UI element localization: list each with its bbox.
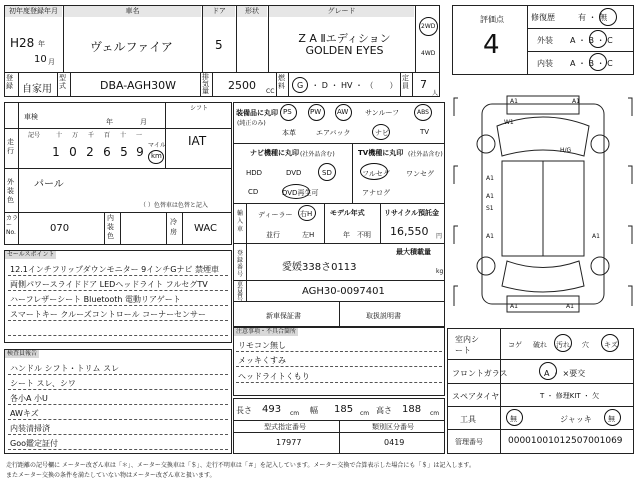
sales-line: 12.1インチフリップダウンモニター 9インチGナビ 禁煙車 [10, 265, 219, 274]
import-col [246, 203, 247, 243]
width-unit: cm [360, 410, 370, 417]
drive-4wd: 4WD [421, 50, 436, 57]
jack-value: 無 [608, 415, 615, 423]
door-count: 5 [215, 38, 223, 52]
chassis-label: 車台番号 [237, 281, 244, 303]
inspector-line: 各小A 小U [10, 394, 48, 403]
header-col-5 [415, 5, 416, 72]
displacement-value: 2500 [228, 79, 256, 92]
vehicle-col-6 [182, 212, 183, 245]
car-damage-diagram [452, 86, 634, 321]
diagram-mark: A1 [510, 98, 518, 105]
inspection-label: 車検 [24, 113, 38, 121]
equip-abs: ABS [417, 109, 429, 116]
inspector-line: AWキズ [10, 409, 39, 418]
seat-option-yogore: 汚れ [556, 341, 570, 349]
rear-window [502, 261, 584, 292]
height-label: 高さ [376, 406, 392, 415]
equip-pw: PW [310, 108, 322, 116]
wheel-rr [591, 257, 609, 275]
notes-rule [236, 382, 442, 383]
rp-row-2 [447, 383, 634, 384]
tools-value: 無 [510, 415, 517, 423]
exterior-options: A ・ B ・ C [570, 36, 613, 45]
mileage-digit: 6 [103, 145, 111, 159]
seat-option-koge: コゲ [508, 341, 522, 349]
tv-oneseg: ワンセグ [406, 170, 434, 178]
equip-row-1 [233, 143, 445, 144]
wheel-fr [591, 135, 609, 153]
mileage-digit: 0 [69, 145, 77, 159]
inspector-rule [8, 389, 228, 390]
mileage-unit-man: 万 [72, 132, 79, 139]
mileage-unit: km [151, 152, 162, 160]
sales-rule [8, 305, 228, 306]
mileage-digit: 5 [120, 145, 128, 159]
reg-type-label: 登録 [6, 74, 13, 90]
height-unit: cm [430, 410, 440, 417]
length-value: 493 [262, 404, 282, 415]
length-label: 長さ [236, 406, 252, 415]
exterior-label: 外装 [537, 36, 553, 45]
model-name: ヴェルファイア [90, 40, 173, 54]
doors-header: ドア [203, 6, 235, 17]
max-load-unit: kg [436, 268, 444, 275]
first-reg-month-unit: 月 [48, 58, 55, 66]
inspector-line: Goo鑑定証付 [10, 439, 58, 448]
vehicle-col-3 [104, 212, 105, 245]
equip-sunroof: サンルーフ [365, 109, 400, 117]
mileage-unit-juman: 十 [56, 132, 63, 139]
mileage-unit-mile: マイル [148, 142, 166, 149]
mileage-unit-kigou: 記号 [28, 132, 41, 139]
vehicle-col-1 [18, 102, 19, 245]
first-reg-header: 初年度登録年月 [5, 6, 62, 17]
length-unit: cm [290, 410, 300, 417]
notes-rule [236, 366, 442, 367]
displacement-unit: CC [266, 88, 275, 95]
import-dealer: ディーラー [258, 211, 293, 219]
rp-row-1 [447, 359, 634, 360]
tv-title: TV機種に丸印 [358, 149, 404, 157]
plate-col [246, 243, 247, 301]
vehicle-col-2 [165, 102, 166, 168]
sales-line: ハーフレザーシート Bluetooth 電動リアゲート [10, 295, 181, 304]
sales-rule [8, 275, 228, 276]
capacity-label: 定員 [402, 74, 409, 90]
notes-line: メッキくすみ [238, 356, 286, 365]
recycle-label: リサイクル預託金 [384, 209, 440, 217]
diagram-mark: W1 [504, 119, 514, 126]
equip-navi: ナビ [375, 129, 389, 137]
dimensions-col [339, 420, 340, 454]
equip-airbag: エアバック [316, 129, 351, 137]
tools-label: 工具 [460, 415, 476, 424]
sales-rule [8, 320, 228, 321]
sales-line: 両側パワースライドドア LEDヘッドライト フルセグTV [10, 280, 208, 289]
inspector-line: シート スレ、シワ [10, 379, 76, 388]
diagram-mark: A1 [572, 98, 580, 105]
mileage-unit-hyaku: 百 [104, 132, 111, 139]
color-label: 外装色 [7, 178, 14, 204]
notes-rule [236, 351, 442, 352]
max-load-label: 最大積載量 [396, 248, 431, 256]
right-brackets [628, 98, 632, 306]
equipment-title-sub: (純正のみ) [237, 120, 266, 127]
row2-col-7 [288, 72, 289, 97]
capacity-value: 7 [420, 78, 427, 91]
inspector-rule [8, 449, 228, 450]
row2-col-5 [212, 72, 213, 97]
reg-type: 自家用 [22, 84, 52, 95]
shift-value: IAT [188, 134, 207, 148]
vehicle-col-5 [166, 212, 167, 245]
nav-cd: CD [248, 188, 259, 196]
score-divider [527, 5, 528, 75]
nav-sub: (社外品含む) [300, 151, 335, 158]
footer-line-2: またメーター交換の条件を満たしていない物はメーター改ざん車と扱います。 [6, 472, 216, 479]
fuel-label: 燃料 [278, 74, 285, 90]
chassis-value: AGH30-0097401 [302, 286, 385, 297]
inspector-line: ハンドル シフト・トリム スレ [10, 364, 120, 373]
inspector-rule [8, 419, 228, 420]
first-reg-month: 10 [34, 54, 47, 65]
footer-line-1: 走行距離の記号欄に メーター改ざん車は「＊」、メーター交換車は「＄」、走行不明車は「＃」を記入しています。メーター交換で合算表示した場合にも「＄」は記入します。 [6, 462, 475, 469]
equipment-title: 装備品に丸印 [236, 109, 278, 117]
sales-line: スマートキー クルーズコントロール コーナーセンサー [10, 310, 206, 319]
notes-title: 注意事項・不具合箇所 [236, 328, 297, 335]
mgmt-number: 00001001012507001069 [508, 436, 623, 446]
equip-leather: 本革 [282, 129, 296, 137]
row2-col-3 [70, 72, 71, 97]
left-brackets [454, 98, 458, 306]
score-row-2 [527, 51, 634, 52]
type-label: 型式 [59, 74, 66, 90]
width-value: 185 [334, 404, 354, 415]
inspection-month-unit: 月 [140, 118, 147, 126]
equip-mid [352, 143, 353, 203]
diagram-mark: A1 [510, 303, 518, 310]
notes-line: ヘッドライトくもり [238, 372, 310, 381]
inspector-line: 内装清掃済 [10, 424, 50, 433]
wheel-fl [477, 135, 495, 153]
seat-option-kizu: キズ [604, 341, 618, 349]
seat-option-ana: 穴 [582, 341, 589, 349]
row2-col-2 [57, 72, 58, 97]
vehicle-col-4 [120, 212, 121, 245]
grade-value: Z A Ⅱエディション GOLDEN EYES [298, 32, 391, 57]
height-value: 188 [402, 404, 422, 415]
diagram-mark: A1 [566, 303, 574, 310]
diagram-mark: A1 [592, 233, 600, 240]
interior-b-circle [589, 53, 607, 71]
type-value: DBA-AGH30W [100, 79, 177, 92]
recycle-unit: 円 [436, 233, 443, 240]
spare-options: T ・ 修理KIT ・ 欠 [540, 392, 600, 400]
tv-sub: (社外品含む) [408, 151, 443, 158]
body-style-header: 形状 [237, 6, 267, 17]
equip-row-4 [233, 280, 445, 281]
model-name-header: 車名 [64, 6, 201, 17]
plate-value: 愛媛338さ0113 [282, 262, 357, 273]
rp-row-4 [447, 429, 634, 430]
notes-line: リモコン無し [238, 341, 286, 350]
class-value: 0419 [384, 438, 405, 447]
diagram-mark: A1 [486, 193, 494, 200]
recycle-value: 16,550 [390, 225, 429, 238]
mgmt-label: 管理番号 [455, 438, 483, 446]
tv-analog: アナログ [362, 189, 390, 197]
color-code-label: カラーNo. [6, 215, 19, 236]
row2-col-4 [200, 72, 201, 97]
vehicle-row-1 [4, 128, 232, 129]
vehicle-row-3 [4, 212, 232, 213]
sales-rule [8, 290, 228, 291]
score-label: 評価点 [480, 15, 504, 24]
mileage-digit: 1 [52, 145, 60, 159]
aircon-value: WAC [194, 223, 217, 234]
fuel-options: G ・ D ・ HV ・ （ ） [297, 81, 398, 90]
inspector-title: 検査員報告 [7, 350, 38, 357]
row2-col-9 [412, 72, 413, 97]
row2-col-6 [276, 72, 277, 97]
class-label: 類別区分番号 [372, 423, 414, 431]
first-reg-era: H28 [10, 36, 35, 50]
inspector-rule [8, 374, 228, 375]
new-warranty: 新車保証書 [266, 312, 301, 320]
shift-label: シフト [190, 105, 209, 112]
row2-col-1 [18, 72, 19, 97]
row2-col-8 [400, 72, 401, 97]
color-code: 070 [50, 223, 70, 234]
plate-label: 登録番号 [237, 250, 244, 278]
seat-label: 室内シート [455, 335, 479, 355]
repair-none-circle [599, 8, 617, 26]
model-cert-label: 型式指定番号 [264, 423, 306, 431]
model-cert-value: 17977 [276, 438, 302, 447]
equip-row-3 [233, 243, 445, 244]
score-row-1 [527, 28, 634, 29]
diagram-mark: S1 [486, 205, 494, 212]
jack-label: ジャッキ [560, 415, 592, 424]
spare-label: スペアタイヤ [452, 392, 500, 401]
windshield-options: A ・ ×要交 [544, 369, 586, 378]
drive-2wd: 2WD [421, 23, 436, 30]
inspector-rule [8, 434, 228, 435]
nav-dvd: DVD [286, 169, 302, 177]
equip-row-2 [233, 203, 445, 204]
import-col-3 [380, 203, 381, 243]
diagram-mark: H/G [560, 147, 572, 154]
seat-option-yabure: 破れ [533, 341, 547, 349]
vehicle-row-2 [4, 168, 232, 169]
inspection-year-unit: 年 [106, 118, 113, 126]
nav-dvd-play: DVD再生可 [282, 189, 319, 197]
equip-tv: TV [420, 128, 430, 136]
capacity-unit: 人 [432, 90, 439, 97]
import-col-2 [324, 203, 325, 243]
color-value: パール [34, 179, 64, 190]
interior-score-label: 内装 [537, 59, 553, 68]
sales-title: セールスポイント [7, 251, 55, 258]
equip-ps: PS [283, 108, 292, 116]
grade-header: グレード [269, 6, 414, 17]
width-label: 幅 [310, 406, 318, 415]
nav-hdd: HDD [246, 169, 263, 177]
nav-title: ナビ機種に丸印 [250, 149, 299, 157]
sales-rule [8, 335, 228, 336]
mileage-unit-sen: 千 [88, 132, 95, 139]
rp-row-3 [447, 406, 634, 407]
import-right-h: 右H [300, 210, 313, 218]
mileage-unit-ichi: 一 [136, 132, 143, 139]
tv-fullseg: フルセグ [362, 170, 390, 178]
import-label: 輸入車 [237, 210, 244, 233]
model-year-label: モデル年式 [330, 209, 365, 217]
mileage-label: 走行 [7, 138, 14, 155]
inspector-rule [8, 404, 228, 405]
import-parallel: 並行 [266, 231, 280, 239]
diagram-mark: A1 [486, 233, 494, 240]
equip-aw: AW [337, 108, 349, 116]
first-reg-year-unit: 年 [38, 40, 45, 48]
repair-label: 修復歴 [531, 13, 555, 22]
mileage-digit: 9 [136, 145, 144, 159]
score-value: 4 [483, 30, 500, 60]
windshield-label: フロントガラス [452, 369, 508, 378]
diagram-mark: A1 [486, 175, 494, 182]
manual: 取扱説明書 [366, 312, 401, 320]
exterior-b-circle [589, 30, 607, 48]
repair-options: 有 ・ 無 [578, 13, 608, 22]
color-note: （ ）色替車は色替と記入 [140, 202, 208, 209]
cold-label: 冷房 [170, 218, 177, 236]
mileage-unit-ju: 十 [120, 132, 127, 139]
rp-col [500, 328, 501, 454]
warranty-col [339, 301, 340, 327]
interior-options: A ・ B ・ C [570, 59, 613, 68]
displacement-label: 排気量 [202, 73, 209, 95]
mileage-digit: 2 [86, 145, 94, 159]
interior-color-label: 内装色 [107, 214, 114, 240]
nav-sd: SD [322, 169, 332, 177]
wheel-rl [477, 257, 495, 275]
import-left-h: 左H [302, 231, 315, 239]
model-year-value: 年 不明 [343, 231, 371, 239]
